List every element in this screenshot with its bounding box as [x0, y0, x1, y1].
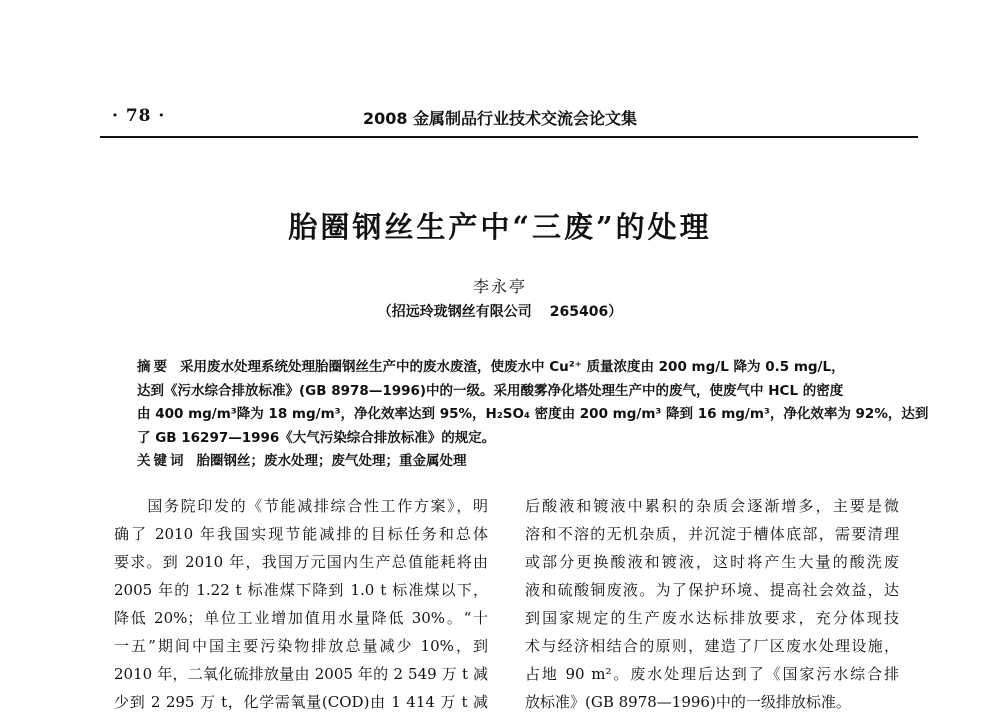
affiliation [0, 301, 1000, 321]
abstract-label: 摘要 [137, 359, 170, 375]
abstract-line: 由 400 mg/m³降为 18 mg/m³，净化效率达到 95%，H₂SO₄ 密度由 200 mg/m³ 降到 16 mg/m³，净化效率为 92%，达到 [137, 406, 929, 422]
page-number: · 78 · [112, 106, 166, 126]
abstract-block [137, 356, 929, 474]
body-line: 2005 年的 1.22 t 标准煤下降到 1.0 t 标准煤以下， [114, 581, 488, 599]
body-line: 国务院印发的《节能减排综合性工作方案》，明 [114, 497, 488, 515]
paper-title: 胎圈钢丝生产中“三废”的处理 [288, 210, 712, 244]
abstract-line [137, 356, 897, 380]
body-line: 2010 年，二氧化硫排放量由 2005 年的 2 549 万 t 减 [114, 665, 488, 683]
body-line: 到国家规定的生产废水达标排放要求，充分体现技 [525, 609, 899, 627]
header-rule [100, 136, 918, 138]
postal-code: 265406） [549, 304, 623, 320]
body-line: 降低 20%；单位工业增加值用水量降低 30%。“十 [114, 609, 488, 627]
author-name: 李永亭 [472, 277, 527, 296]
body-line: 后酸液和镀液中累积的杂质会逐渐增多，主要是微 [525, 497, 899, 515]
body-line: 一五”期间中国主要污染物排放总量减少 10%，到 [114, 637, 488, 655]
body-line: 放标准》(GB 8978—1996)中的一级排放标准。 [525, 693, 851, 711]
body-line: 术与经济相结合的原则，建造了厂区废水处理设施， [525, 637, 899, 655]
keywords-label: 关键词 [137, 453, 187, 469]
keywords-text: 胎圈钢丝；废水处理；废气处理；重金属处理 [196, 453, 467, 469]
affiliation-name: （招远玲珑钢丝有限公司 [377, 304, 532, 320]
abstract-line: 达到《污水综合排放标准》(GB 8978—1996)中的一级。采用酸雾净化塔处理生产中的废气，使废气中 HCL 的密度 [137, 382, 844, 399]
body-left-column [114, 492, 488, 716]
body-line: 少到 2 295 万 t，化学需氧量(COD)由 1 414 万 t 减 [114, 693, 488, 711]
body-line: 占地 90 m²。废水处理后达到了《国家污水综合排 [525, 665, 899, 683]
body-right-column [525, 492, 899, 716]
body-line: 液和硫酸铜废液。为了保护环境、提高社会效益，达 [525, 581, 899, 599]
body-line: 溶和不溶的无机杂质，并沉淀于槽体底部，需要清理 [525, 525, 899, 543]
keywords-line [137, 450, 897, 474]
abstract-text: 采用废水处理系统处理胎圈钢丝生产中的废水废渣，使废水中 Cu²⁺ 质量浓度由 200 mg/L 降为 0.5 mg/L， [180, 359, 845, 375]
body-line: 或部分更换酸液和镀液，这时将产生大量的酸洗废 [525, 553, 899, 571]
running-header-title: 2008 金属制品行业技术交流会论文集 [362, 109, 638, 128]
body-line: 确了 2010 年我国实现节能减排的目标任务和总体 [114, 525, 488, 543]
abstract-line: 了 GB 16297—1996《大气污染综合排放标准》的规定。 [137, 429, 496, 446]
body-line: 要求。到 2010 年，我国万元国内生产总值能耗将由 [114, 553, 488, 571]
